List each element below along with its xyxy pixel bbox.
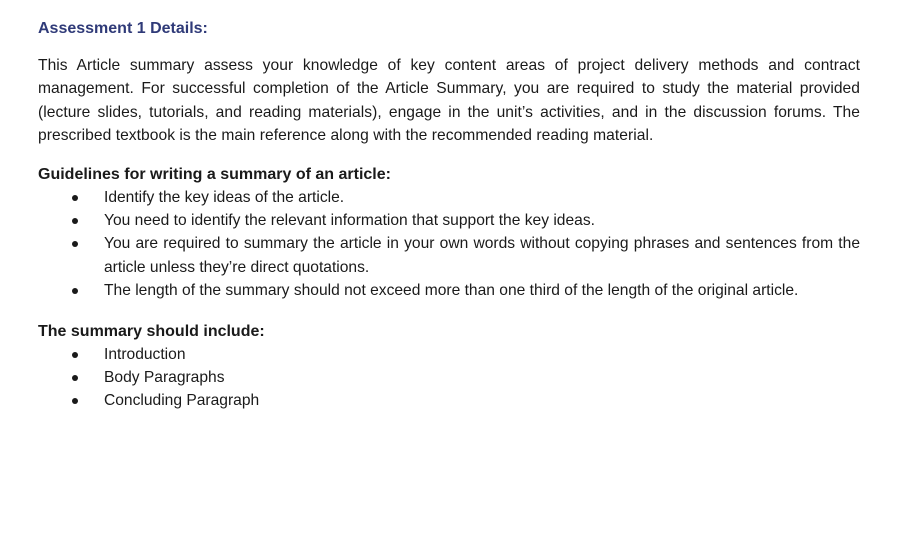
assessment-title: Assessment 1 Details:	[38, 20, 208, 37]
intro-paragraph: This Article summary assess your knowledge of key content areas of project delivery methods and contract management. For successful completion of the Article Summary, you are required to study the material provided (lecture slides, tutorials, and reading materials), engage in the unit’s activities, and in the discussion forums. The prescribed textbook is the main reference along with the recommended reading material.	[38, 57, 860, 145]
document	[38, 18, 860, 413]
list-item: You need to identify the relevant information that support the key ideas.	[38, 209, 860, 232]
bullet-icon	[72, 352, 78, 358]
include-list	[38, 343, 860, 413]
bullet-icon	[72, 195, 78, 201]
bullet-icon	[72, 241, 78, 247]
list-item: Body Paragraphs	[38, 366, 860, 389]
list-item: Identify the key ideas of the article.	[38, 186, 860, 209]
list-item: Concluding Paragraph	[38, 389, 860, 412]
include-heading: The summary should include:	[38, 322, 265, 340]
guidelines-list	[38, 186, 860, 303]
bullet-icon	[72, 218, 78, 224]
guidelines-heading: Guidelines for writing a summary of an article:	[38, 165, 391, 183]
bullet-icon	[72, 398, 78, 404]
bullet-icon	[72, 288, 78, 294]
bullet-icon	[72, 375, 78, 381]
list-item: You are required to summary the article in your own words without copying phrases and sentences from the article unless they’re direct quotations.	[38, 232, 860, 279]
list-item: The length of the summary should not exceed more than one third of the length of the original article.	[38, 279, 860, 302]
list-item: Introduction	[38, 343, 860, 366]
